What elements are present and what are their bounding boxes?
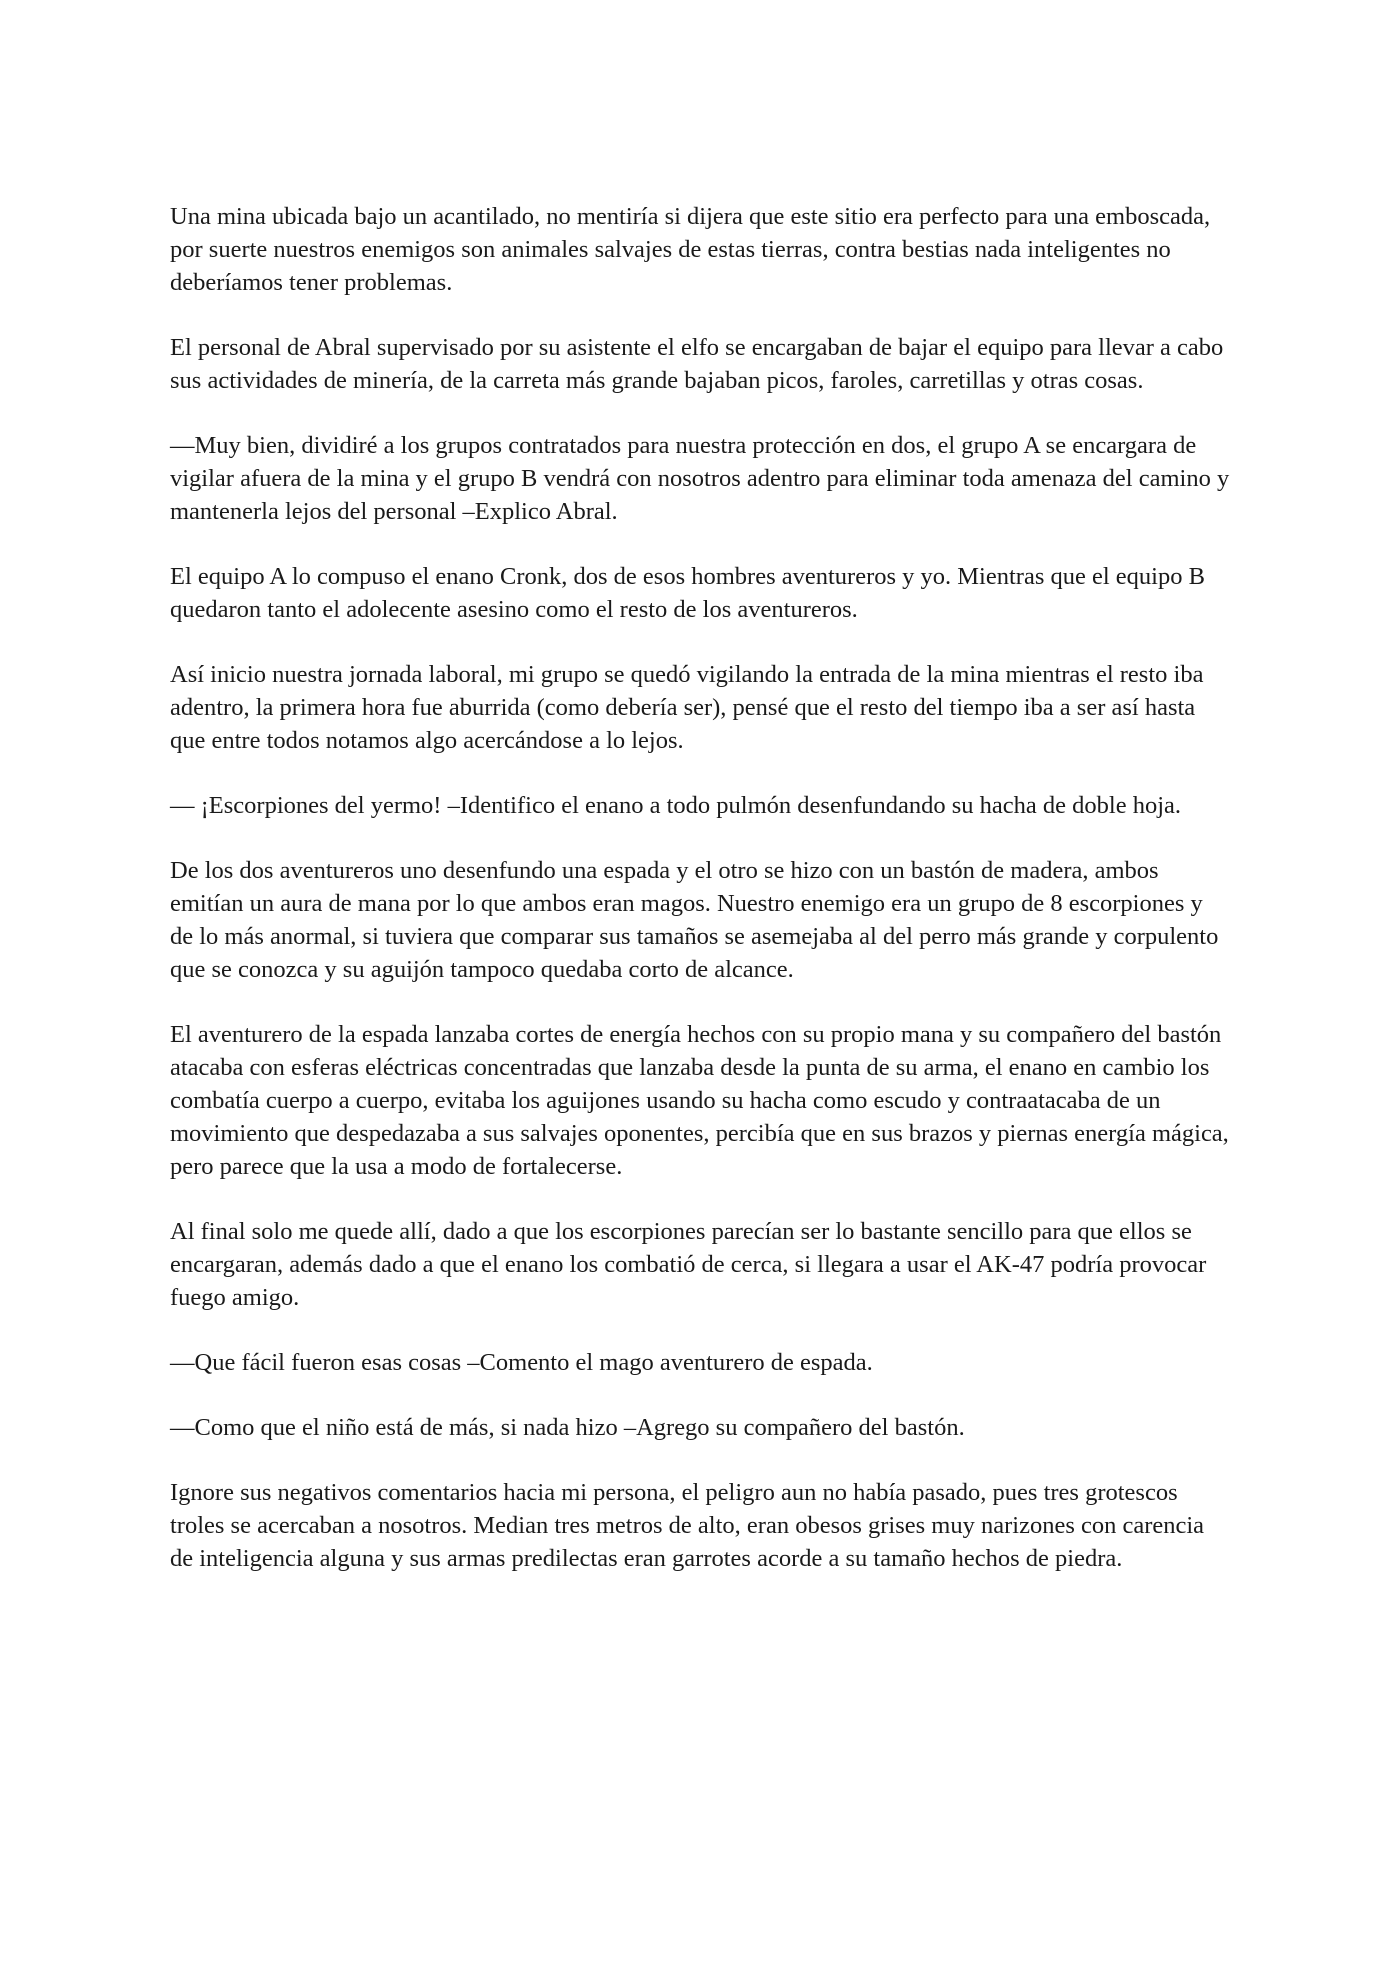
paragraph: Al final solo me quede allí, dado a que los escorpiones parecían ser lo bastante sencillo para que ellos se encargaran, además dado a que el enano los combatió de cerca, si llegara a usar el AK-47 podría provocar fuego amigo. (170, 1218, 1207, 1311)
paragraph: —Que fácil fueron esas cosas –Comento el mago aventurero de espada. (170, 1349, 873, 1376)
paragraph: El aventurero de la espada lanzaba cortes de energía hechos con su propio mana y su compañero del bastón atacaba con esferas eléctricas concentradas que lanzaba desde la punta de su arma, el enano en cambio los combatía cuerpo a cuerpo, evitaba los aguijones usando su hacha como escudo y contraatacaba de un movimiento que despedazaba a sus salvajes oponentes, percibía que en sus brazos y piernas energía mágica, pero parece que la usa a modo de fortalecerse. (170, 1021, 1229, 1180)
paragraph: De los dos aventureros uno desenfundo una espada y el otro se hizo con un bastón de madera, ambos emitían un aura de mana por lo que ambos eran magos. Nuestro enemigo era un grupo de 8 escorpiones y de lo más anormal, si tuviera que comparar sus tamaños se asemejaba al del perro más grande y corpulento que se conozca y su aguijón tampoco quedaba corto de alcance. (170, 857, 1219, 983)
paragraph: —Muy bien, dividiré a los grupos contratados para nuestra protección en dos, el grupo A se encargara de vigilar afuera de la mina y el grupo B vendrá con nosotros adentro para eliminar toda amenaza del camino y mantenerla lejos del personal –Explico Abral. (170, 432, 1230, 525)
paragraph: Una mina ubicada bajo un acantilado, no mentiría si dijera que este sitio era perfecto para una emboscada, por suerte nuestros enemigos son animales salvajes de estas tierras, contra bestias nada inteligentes no deberíamos tener problemas. (170, 203, 1211, 296)
paragraph: — ¡Escorpiones del yermo! –Identifico el enano a todo pulmón desenfundando su hacha de doble hoja. (170, 792, 1182, 819)
document-page (170, 200, 1230, 1607)
paragraph: —Como que el niño está de más, si nada hizo –Agrego su compañero del bastón. (170, 1414, 965, 1441)
paragraph: El personal de Abral supervisado por su asistente el elfo se encargaban de bajar el equipo para llevar a cabo sus actividades de minería, de la carreta más grande bajaban picos, faroles, carretillas y otras cosas. (170, 334, 1224, 394)
paragraph: El equipo A lo compuso el enano Cronk, dos de esos hombres aventureros y yo. Mientras que el equipo B quedaron tanto el adolecente asesino como el resto de los aventureros. (170, 563, 1205, 623)
paragraph: Así inicio nuestra jornada laboral, mi grupo se quedó vigilando la entrada de la mina mientras el resto iba adentro, la primera hora fue aburrida (como debería ser), pensé que el resto del tiempo iba a ser así hasta que entre todos notamos algo acercándose a lo lejos. (170, 661, 1204, 754)
paragraph: Ignore sus negativos comentarios hacia mi persona, el peligro aun no había pasado, pues tres grotescos troles se acercaban a nosotros. Median tres metros de alto, eran obesos grises muy narizones con carencia de inteligencia alguna y sus armas predilectas eran garrotes acorde a su tamaño hechos de piedra. (170, 1479, 1205, 1572)
